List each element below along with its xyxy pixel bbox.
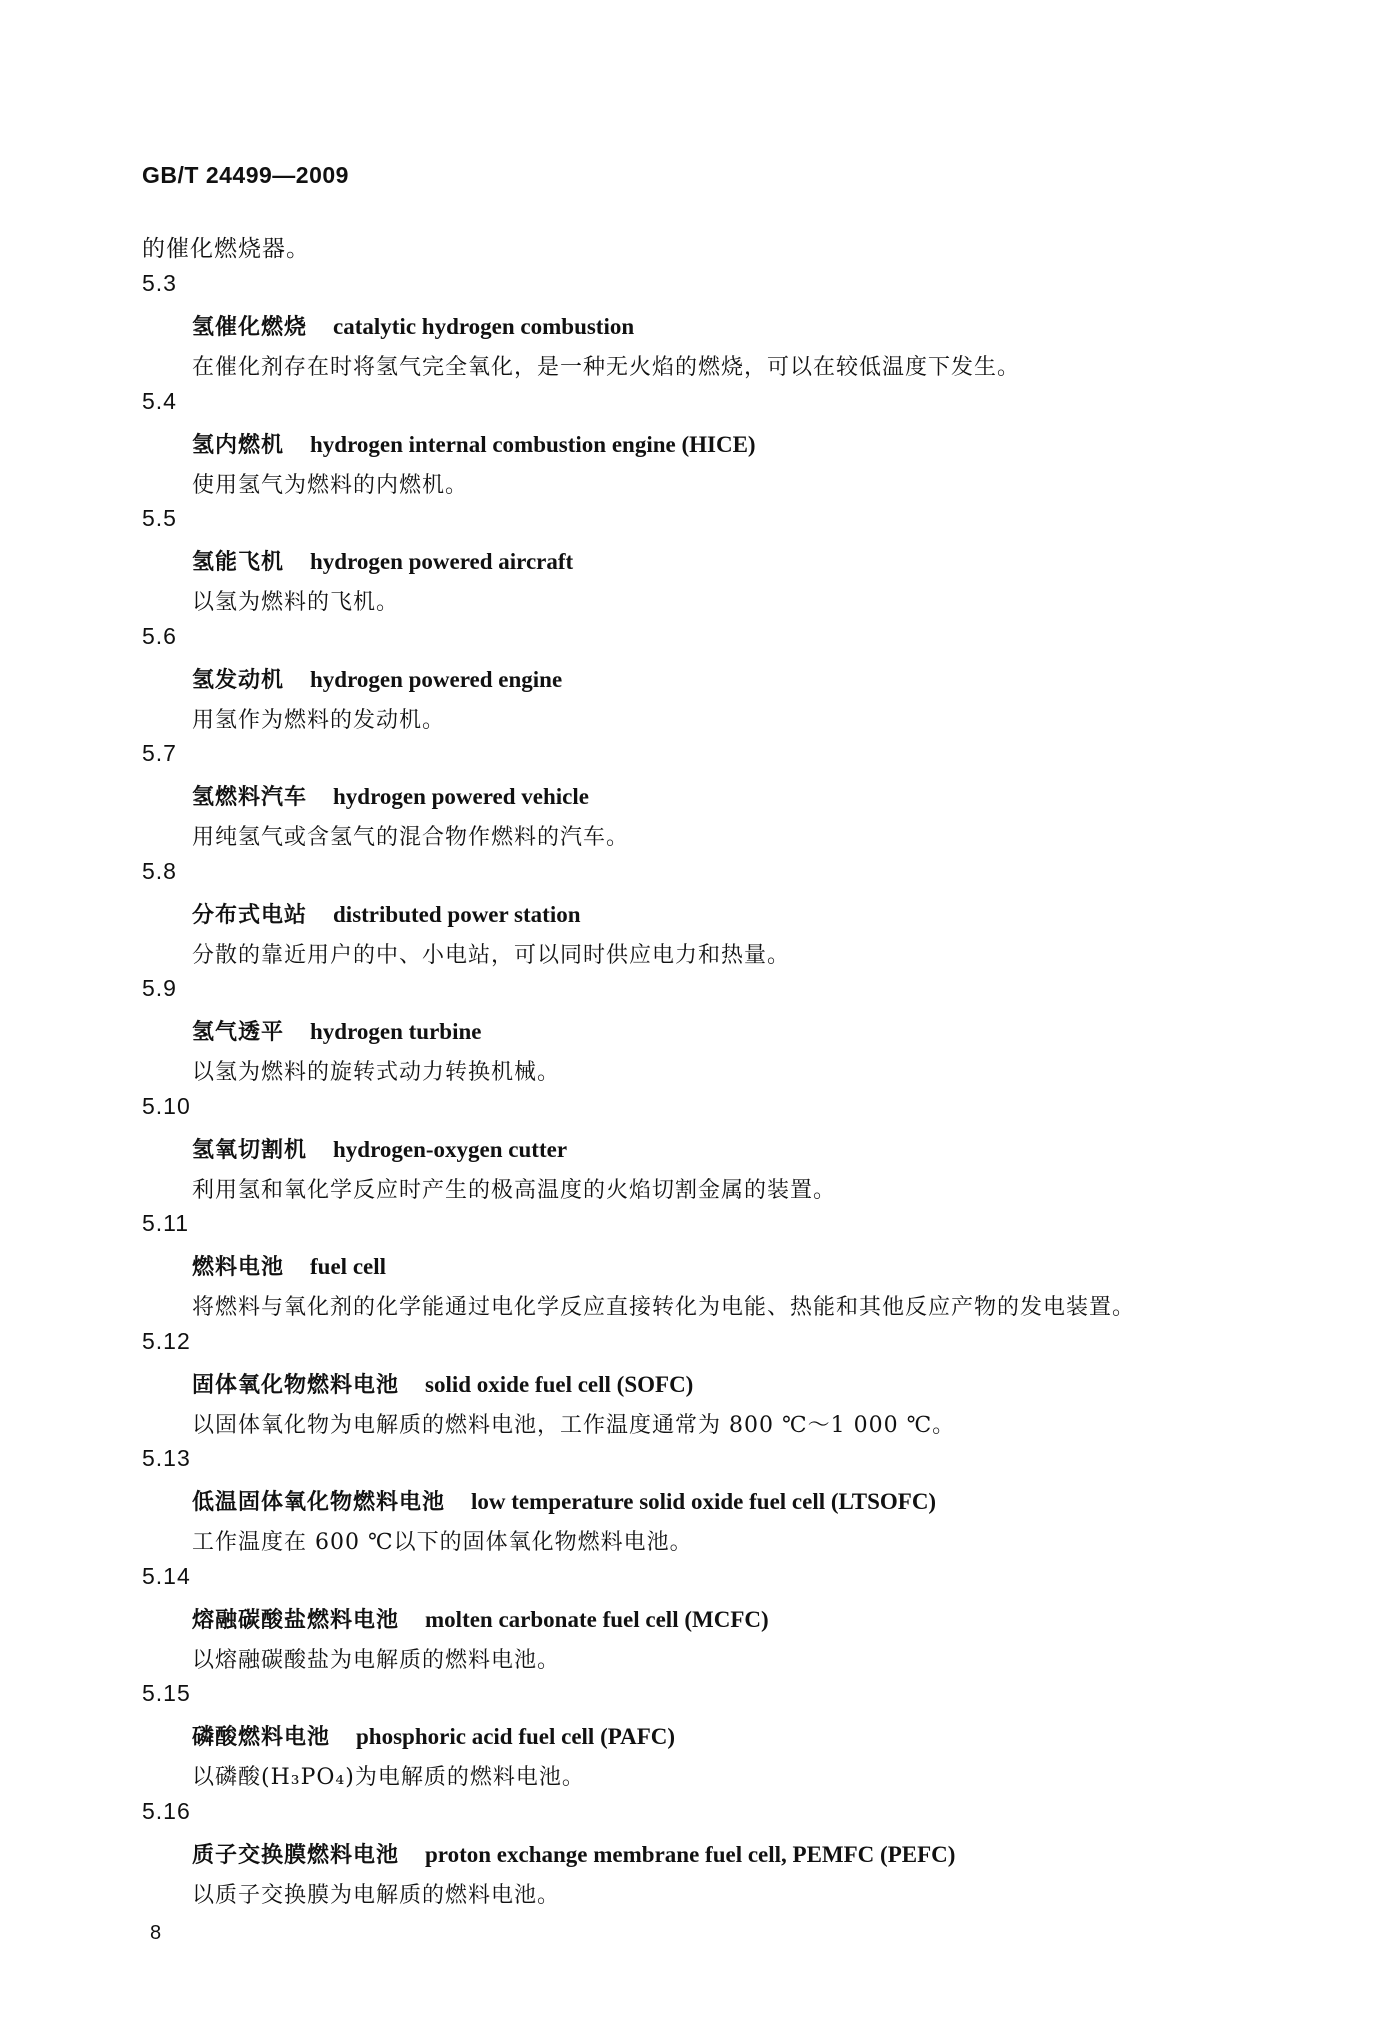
term-entry bbox=[0, 270, 1395, 388]
term-chinese: 氢能飞机 bbox=[192, 549, 285, 575]
entry-number: 5.7 bbox=[142, 740, 177, 766]
page-number: 8 bbox=[150, 1922, 162, 1944]
term-entry bbox=[0, 1328, 1395, 1446]
term-entry bbox=[0, 1563, 1395, 1681]
term-chinese: 氢内燃机 bbox=[192, 431, 285, 458]
term-entry bbox=[0, 388, 1395, 506]
term-english: molten carbonate fuel cell (MCFC) bbox=[425, 1606, 769, 1632]
term-english: proton exchange membrane fuel cell, PEMFC (PEFC) bbox=[425, 1841, 956, 1867]
term-chinese: 氢燃料汽车 bbox=[192, 784, 308, 810]
entry-definition: 以磷酸(H₃PO₄)为电解质的燃料电池。 bbox=[192, 1765, 585, 1790]
entry-term bbox=[192, 1368, 693, 1399]
term-entry bbox=[0, 858, 1395, 976]
entry-number: 5.12 bbox=[142, 1327, 191, 1354]
term-entry bbox=[0, 1680, 1395, 1798]
term-entry bbox=[0, 623, 1395, 741]
term-english: phosphoric acid fuel cell (PAFC) bbox=[356, 1724, 676, 1749]
entry-definition: 以氢为燃料的旋转式动力转换机械。 bbox=[192, 1060, 561, 1085]
entry-term bbox=[192, 1485, 936, 1516]
term-chinese: 氢发动机 bbox=[192, 666, 285, 693]
entry-number: 5.9 bbox=[142, 975, 177, 1001]
entry-definition: 利用氢和氧化学反应时产生的极高温度的火焰切割金属的装置。 bbox=[192, 1177, 837, 1203]
entry-number: 5.8 bbox=[142, 857, 177, 884]
entry-number: 5.4 bbox=[142, 387, 177, 414]
entry-term bbox=[192, 1603, 769, 1634]
term-chinese: 熔融碳酸盐燃料电池 bbox=[192, 1606, 400, 1633]
term-entry bbox=[0, 1445, 1395, 1563]
term-chinese: 低温固体氧化物燃料电池 bbox=[192, 1489, 446, 1515]
entry-definition: 用纯氢气或含氢气的混合物作燃料的汽车。 bbox=[192, 825, 630, 850]
term-english: hydrogen internal combustion engine (HICE) bbox=[310, 431, 756, 457]
entry-number: 5.3 bbox=[142, 270, 177, 296]
intro-text: 的催化燃烧器。 bbox=[142, 236, 310, 262]
term-entry bbox=[0, 1210, 1395, 1328]
term-entry bbox=[0, 975, 1395, 1093]
entry-term bbox=[192, 663, 562, 694]
term-entry bbox=[0, 1798, 1395, 1916]
entry-definition: 分散的靠近用户的中、小电站，可以同时供应电力和热量。 bbox=[192, 942, 791, 968]
entry-number: 5.10 bbox=[142, 1092, 191, 1119]
entry-number: 5.13 bbox=[142, 1445, 191, 1471]
entry-term bbox=[192, 310, 634, 341]
term-chinese: 氢氧切割机 bbox=[192, 1136, 308, 1163]
entry-term bbox=[192, 898, 581, 929]
term-english: solid oxide fuel cell (SOFC) bbox=[425, 1371, 694, 1397]
term-chinese: 分布式电站 bbox=[192, 901, 308, 928]
term-entries bbox=[0, 270, 1395, 1915]
entry-number: 5.14 bbox=[142, 1562, 191, 1589]
entry-definition: 以质子交换膜为电解质的燃料电池。 bbox=[192, 1882, 561, 1908]
entry-term bbox=[192, 1133, 567, 1164]
entry-number: 5.5 bbox=[142, 505, 177, 531]
entry-number: 5.11 bbox=[142, 1210, 190, 1236]
entry-definition: 用氢作为燃料的发动机。 bbox=[192, 707, 446, 733]
term-english: hydrogen powered aircraft bbox=[310, 549, 574, 574]
term-entry bbox=[0, 740, 1395, 858]
entry-definition: 使用氢气为燃料的内燃机。 bbox=[192, 472, 469, 498]
term-chinese: 氢催化燃烧 bbox=[192, 314, 308, 340]
entry-definition: 以固体氧化物为电解质的燃料电池，工作温度通常为 800 ℃～1 000 ℃。 bbox=[192, 1412, 956, 1438]
entry-term bbox=[192, 1720, 675, 1751]
term-entry bbox=[0, 505, 1395, 623]
term-english: hydrogen turbine bbox=[310, 1019, 482, 1044]
entry-number: 5.6 bbox=[142, 622, 177, 649]
entry-term bbox=[192, 545, 573, 576]
entry-term bbox=[192, 1015, 481, 1046]
entry-definition: 工作温度在 600 ℃以下的固体氧化物燃料电池。 bbox=[192, 1530, 693, 1555]
entry-definition: 以熔融碳酸盐为电解质的燃料电池。 bbox=[192, 1647, 561, 1673]
term-chinese: 质子交换膜燃料电池 bbox=[192, 1841, 400, 1868]
entry-definition: 在催化剂存在时将氢气完全氧化，是一种无火焰的燃烧，可以在较低温度下发生。 bbox=[192, 355, 1021, 380]
term-chinese: 燃料电池 bbox=[192, 1254, 285, 1280]
term-english: catalytic hydrogen combustion bbox=[333, 314, 635, 339]
term-chinese: 磷酸燃料电池 bbox=[192, 1724, 331, 1750]
term-english: low temperature solid oxide fuel cell (LTSOFC) bbox=[471, 1489, 937, 1514]
term-english: fuel cell bbox=[310, 1254, 387, 1279]
standard-code: GB/T 24499—2009 bbox=[142, 162, 349, 188]
term-english: hydrogen-oxygen cutter bbox=[333, 1136, 568, 1162]
term-chinese: 固体氧化物燃料电池 bbox=[192, 1371, 400, 1398]
entry-term bbox=[192, 780, 589, 811]
term-chinese: 氢气透平 bbox=[192, 1019, 285, 1045]
term-english: hydrogen powered vehicle bbox=[333, 784, 589, 809]
entry-number: 5.16 bbox=[142, 1797, 191, 1824]
term-english: distributed power station bbox=[333, 901, 581, 927]
term-english: hydrogen powered engine bbox=[310, 666, 563, 692]
term-entry bbox=[0, 1093, 1395, 1211]
entry-term bbox=[192, 1250, 386, 1281]
entry-term bbox=[192, 428, 756, 459]
entry-definition: 将燃料与氧化剂的化学能通过电化学反应直接转化为电能、热能和其他反应产物的发电装置。 bbox=[192, 1295, 1136, 1320]
entry-number: 5.15 bbox=[142, 1680, 191, 1706]
entry-definition: 以氢为燃料的飞机。 bbox=[192, 590, 400, 615]
entry-term bbox=[192, 1838, 955, 1869]
